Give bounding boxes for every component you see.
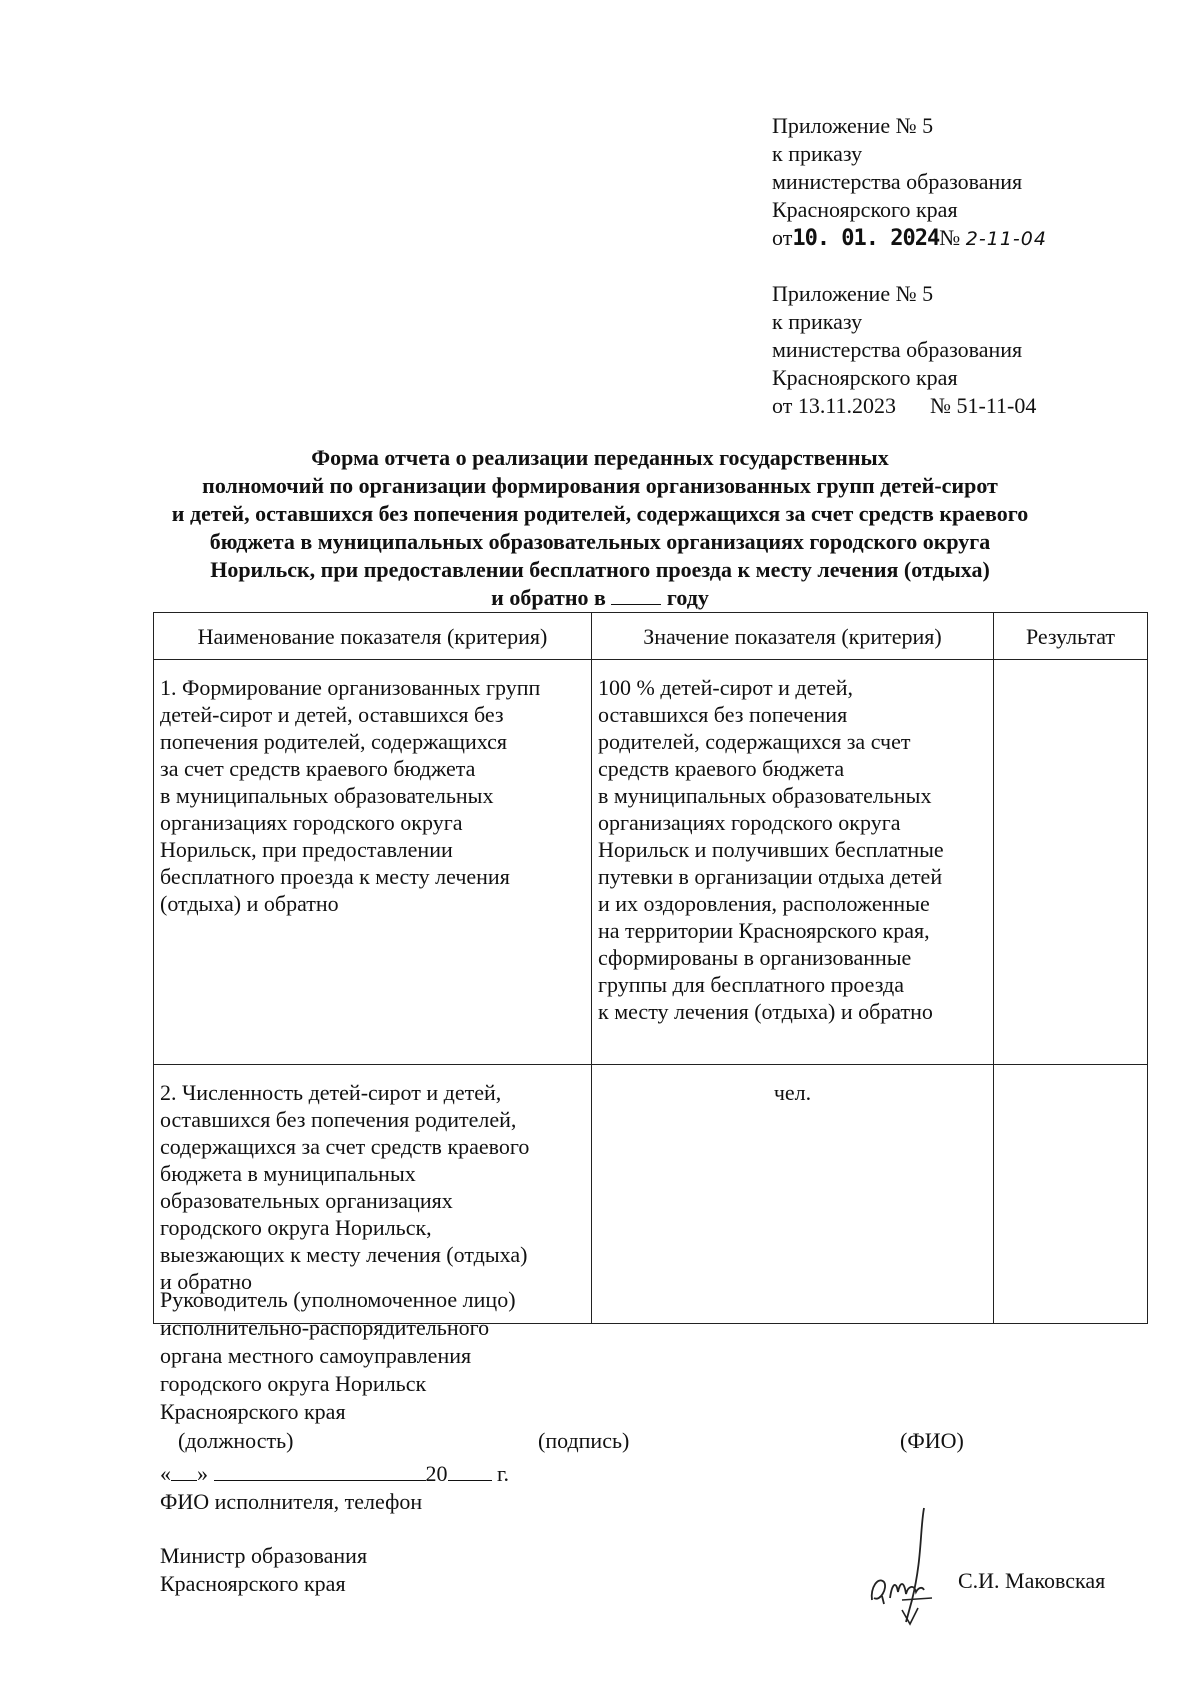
year-blank[interactable] bbox=[448, 1460, 492, 1481]
criterion-text: (отдыха) и обратно bbox=[160, 891, 339, 916]
criterion-text: 2. Численность детей-сирот и детей, bbox=[160, 1080, 502, 1105]
value-text: 100 % детей-сирот и детей, bbox=[598, 675, 854, 700]
executor-line: ФИО исполнителя, телефон bbox=[160, 1489, 423, 1514]
annex-title: Приложение № 5 bbox=[772, 113, 934, 138]
minister-title: Министр образования bbox=[160, 1543, 368, 1568]
year-blank bbox=[611, 586, 661, 605]
title-line: Форма отчета о реализации переданных государственных bbox=[311, 445, 889, 470]
document-title bbox=[140, 444, 1060, 612]
annex-number-handwritten: 2-11-04 bbox=[965, 228, 1047, 250]
year-suffix: г. bbox=[497, 1461, 510, 1486]
responsible-line: Руководитель (уполномоченное лицо) bbox=[160, 1287, 516, 1312]
annex-from-prefix: от bbox=[772, 225, 793, 250]
annex-header-new bbox=[772, 112, 1047, 253]
title-line: и детей, оставшихся без попечения родителей, содержащихся за счет средств краевого bbox=[171, 501, 1029, 526]
value-text: и их оздоровления, расположенные bbox=[598, 891, 930, 916]
annex-region: Красноярского края bbox=[772, 365, 958, 390]
result-cell[interactable] bbox=[994, 1065, 1148, 1324]
year-prefix: 20 bbox=[425, 1461, 448, 1486]
result-cell[interactable] bbox=[994, 660, 1148, 1065]
value-unit: чел. bbox=[773, 1080, 812, 1105]
title-line bbox=[140, 584, 1060, 612]
table-header-row bbox=[154, 613, 1148, 660]
value-text: на территории Красноярского края, bbox=[598, 918, 930, 943]
criterion-text: городского округа Норильск, bbox=[160, 1215, 432, 1240]
value-text: путевки в организации отдыха детей bbox=[598, 864, 943, 889]
position-label: (должность) bbox=[178, 1428, 294, 1453]
header-result: Результат bbox=[994, 613, 1148, 660]
annex-ministry: министерства образования bbox=[772, 337, 1023, 362]
criterion-text: бесплатного проезда к месту лечения bbox=[160, 864, 510, 889]
criterion-text: за счет средств краевого бюджета bbox=[160, 756, 476, 781]
value-text: Норильск и получивших бесплатные bbox=[598, 837, 944, 862]
criterion-text: оставшихся без попечения родителей, bbox=[160, 1107, 517, 1132]
date-fill-line bbox=[160, 1460, 509, 1487]
criterion-text: содержащихся за счет средств краевого bbox=[160, 1134, 530, 1159]
value-cell bbox=[592, 1065, 994, 1324]
criterion-text: образовательных организациях bbox=[160, 1188, 453, 1213]
criterion-text: Норильск, при предоставлении bbox=[160, 837, 453, 862]
date-quote-open: « bbox=[160, 1461, 171, 1486]
annex-region: Красноярского края bbox=[772, 197, 958, 222]
annex-date-line bbox=[772, 224, 1047, 253]
criterion-text: 1. Формирование организованных групп bbox=[160, 675, 541, 700]
header-criterion: Наименование показателя (критерия) bbox=[154, 613, 592, 660]
title-line: бюджета в муниципальных образовательных организациях городского округа bbox=[209, 529, 991, 554]
day-blank[interactable] bbox=[171, 1460, 197, 1481]
annex-date-stamp: 10. 01. 2024 bbox=[792, 226, 940, 251]
annex-number: № 51-11-04 bbox=[930, 393, 1037, 418]
value-text: родителей, содержащихся за счет bbox=[598, 729, 911, 754]
value-cell bbox=[592, 660, 994, 1065]
criterion-text: попечения родителей, содержащихся bbox=[160, 729, 508, 754]
annex-date: от 13.11.2023 bbox=[772, 393, 897, 418]
criterion-text: детей-сирот и детей, оставшихся без bbox=[160, 702, 504, 727]
responsible-line: городского округа Норильск bbox=[160, 1371, 427, 1396]
value-text: сформированы в организованные bbox=[598, 945, 912, 970]
annex-number-sign: № bbox=[939, 225, 961, 250]
annex-header-original bbox=[772, 280, 1036, 420]
criterion-cell bbox=[154, 1065, 592, 1324]
annex-order: к приказу bbox=[772, 309, 863, 334]
value-text: к месту лечения (отдыха) и обратно bbox=[598, 999, 933, 1024]
title-line: полномочий по организации формирования организованных групп детей-сирот bbox=[202, 473, 998, 498]
signature-label: (подпись) bbox=[538, 1428, 630, 1453]
value-text: оставшихся без попечения bbox=[598, 702, 848, 727]
responsible-line: исполнительно-распорядительного bbox=[160, 1315, 490, 1340]
value-text: организациях городского округа bbox=[598, 810, 901, 835]
annex-title: Приложение № 5 bbox=[772, 281, 934, 306]
minister-block bbox=[160, 1542, 367, 1598]
minister-name: С.И. Маковская bbox=[958, 1568, 1106, 1593]
handwritten-signature bbox=[862, 1500, 962, 1630]
date-quote-close: » bbox=[197, 1461, 208, 1486]
annex-date-line bbox=[772, 392, 1036, 420]
title-line: Норильск, при предоставлении бесплатного проезда к месту лечения (отдыха) bbox=[210, 557, 990, 582]
header-value: Значение показателя (критерия) bbox=[592, 613, 994, 660]
annex-order: к приказу bbox=[772, 141, 863, 166]
criterion-text: организациях городского округа bbox=[160, 810, 463, 835]
table-row bbox=[154, 1065, 1148, 1324]
title-period-prefix: и обратно в bbox=[491, 585, 606, 610]
month-blank[interactable] bbox=[214, 1460, 426, 1481]
criterion-text: выезжающих к месту лечения (отдыха) bbox=[160, 1242, 528, 1267]
criterion-text: и обратно bbox=[160, 1269, 253, 1294]
minister-region: Красноярского края bbox=[160, 1571, 346, 1596]
responsible-line: органа местного самоуправления bbox=[160, 1343, 472, 1368]
table-row bbox=[154, 660, 1148, 1065]
responsible-line: Красноярского края bbox=[160, 1399, 346, 1424]
value-text: средств краевого бюджета bbox=[598, 756, 845, 781]
criterion-text: в муниципальных образовательных bbox=[160, 783, 494, 808]
fio-label: (ФИО) bbox=[900, 1428, 964, 1453]
responsible-block bbox=[160, 1286, 516, 1426]
report-table bbox=[153, 612, 1148, 1324]
annex-ministry: министерства образования bbox=[772, 169, 1023, 194]
criterion-cell bbox=[154, 660, 592, 1065]
criterion-text: бюджета в муниципальных bbox=[160, 1161, 416, 1186]
value-text: группы для бесплатного проезда bbox=[598, 972, 904, 997]
value-text: в муниципальных образовательных bbox=[598, 783, 932, 808]
title-period-suffix: году bbox=[666, 585, 709, 610]
